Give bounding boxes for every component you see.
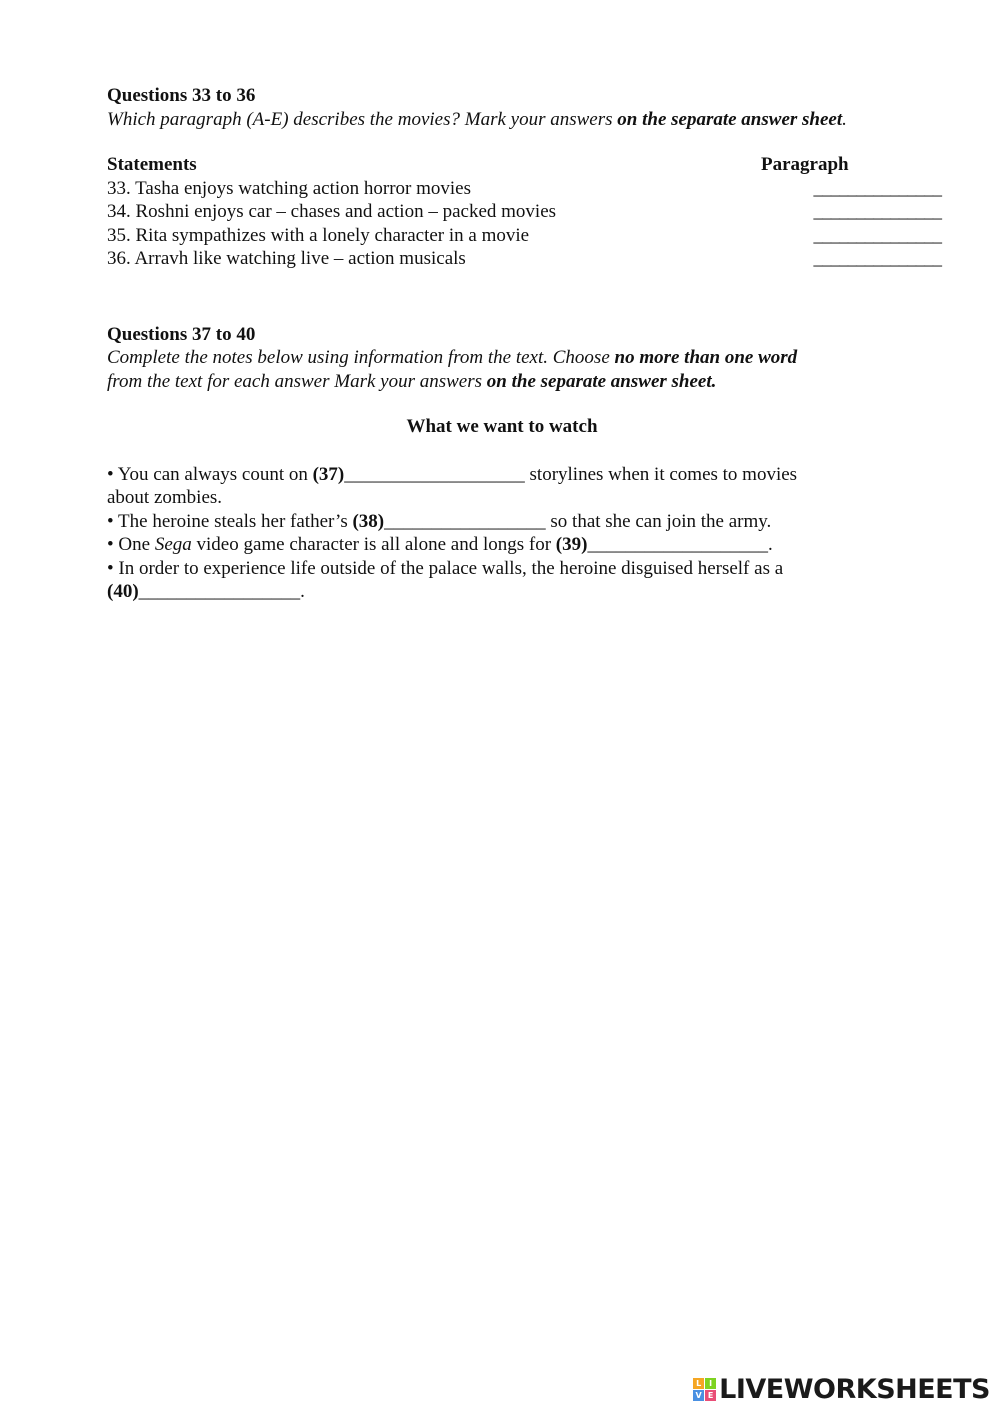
statement-row — [107, 224, 941, 248]
logo-mark-cell: V — [693, 1390, 704, 1401]
answer-blank-40[interactable]: _________________ — [138, 581, 301, 602]
logo-mark-cell: L — [693, 1378, 704, 1389]
section2-instruction: Complete the notes below using information from the text. Choose no more than one word from the text for each answer Mark your answers on the separate answer sheet. — [107, 347, 798, 392]
logo-mark-cell: I — [705, 1378, 716, 1389]
logo-mark-cell: E — [705, 1390, 716, 1401]
liveworksheets-logo — [693, 1373, 990, 1405]
statement-row — [107, 247, 941, 271]
notes-title: What we want to watch — [406, 416, 598, 437]
worksheet-page — [107, 84, 941, 604]
notes-list — [107, 463, 897, 604]
section2-heading: Questions 37 to 40 — [107, 323, 256, 345]
statement-text: 34. Roshni enjoys car – chases and action – packed movies — [107, 201, 557, 222]
statements-header-row — [107, 153, 897, 177]
section1-instruction: Which paragraph (A-E) describes the movies? Mark your answers on the separate answer sheet. — [107, 108, 847, 130]
statements-header: Statements — [107, 154, 197, 175]
statement-text: 33. Tasha enjoys watching action horror movies — [107, 177, 471, 199]
statement-text: 36. Arravh like watching live – action musicals — [107, 248, 466, 269]
answer-blank-39[interactable]: ___________________ — [587, 534, 768, 555]
answer-blank-33[interactable]: _______________ — [813, 177, 941, 199]
section-questions-33-36 — [107, 84, 941, 271]
answer-blank-34[interactable]: _______________ — [813, 201, 941, 222]
logo-text: LIVEWORKSHEETS — [719, 1373, 990, 1405]
statement-text: 35. Rita sympathizes with a lonely character in a movie — [107, 224, 530, 246]
answer-blank-38[interactable]: _________________ — [384, 510, 546, 532]
answer-blank-35[interactable]: _______________ — [813, 224, 941, 246]
statement-row — [107, 200, 941, 224]
statement-row — [107, 177, 941, 201]
answer-blank-36[interactable]: _______________ — [813, 248, 941, 269]
note-40: • In order to experience life outside of the palace walls, the heroine disguised herself as a (40)_________________. — [107, 557, 784, 602]
section-questions-37-40 — [107, 323, 897, 604]
note-38: • The heroine steals her father’s (38)_________________ so that she can join the army. — [107, 510, 772, 532]
section1-heading: Questions 33 to 36 — [107, 85, 256, 106]
note-39: • One Sega video game character is all alone and longs for (39)___________________. — [107, 534, 773, 555]
paragraph-header: Paragraph — [761, 154, 849, 175]
logo-mark-icon — [693, 1378, 716, 1401]
answer-blank-37[interactable]: ___________________ — [344, 463, 525, 485]
note-37: • You can always count on (37)___________________ storylines when it comes to movies about zombies. — [107, 463, 798, 508]
